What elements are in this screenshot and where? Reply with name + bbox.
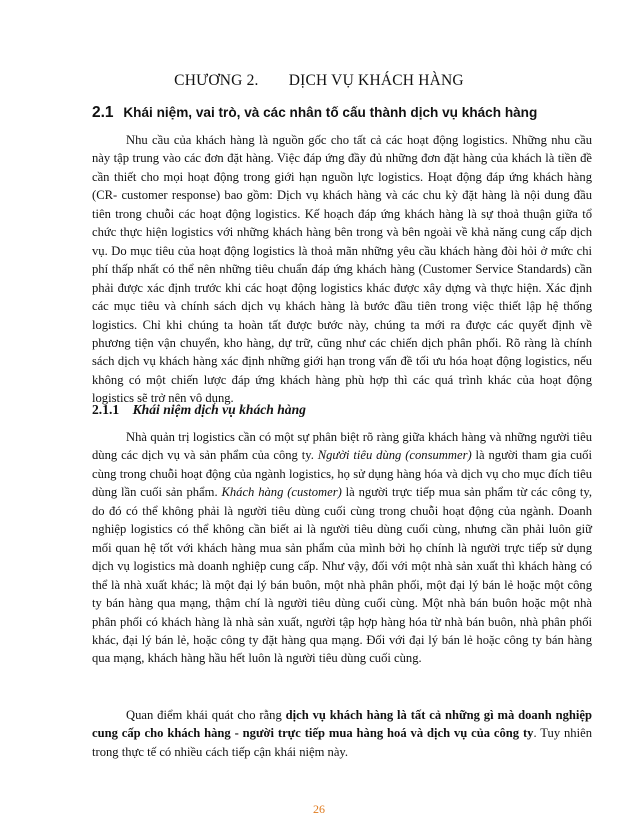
paragraph-definition [92, 428, 592, 668]
section-number: 2.1 [92, 104, 114, 121]
chapter-title: DỊCH VỤ KHÁCH HÀNG [288, 72, 464, 89]
subsection-title: Khái niệm dịch vụ khách hàng [132, 402, 306, 417]
paragraph-text: Nhà quản trị logistics cần có một sự phân biệt rõ ràng giữa khách hàng và những người tiêu dùng các dịch vụ và sản phẩm của công ty. [92, 430, 592, 463]
term-consumer: Người tiêu dùng (consummer) [317, 448, 472, 463]
definition-bold: dịch vụ khách hàng là tất cả những gì mà doanh nghiệp cung cấp cho khách hàng - người trực tiếp mua hàng hoá và dịch vụ của công ty [92, 708, 592, 741]
paragraph-general-view [92, 706, 592, 761]
term-customer: Khách hàng (customer) [221, 485, 342, 500]
chapter-heading [0, 72, 638, 90]
paragraph-text: là người tham gia cuối cùng trong chuỗi hoạt động của ngành logistics, họ sử dụng hàng hóa và dịch vụ cho mục đích tiêu dùng lần cuối sản phẩm. [92, 448, 592, 500]
paragraph-text: Quan điểm khái quát cho rằng [126, 708, 286, 722]
paragraph-text: . Tuy nhiên trong thực tế có nhiều cách tiếp cận khái niệm này. [92, 726, 592, 759]
section-heading [92, 104, 612, 122]
paragraph-text: là người trực tiếp mua sản phẩm từ các công ty, do đó có thể không phải là người tiêu dùng cuối cùng trong chuỗi hoạt động của ngành. Doanh nghiệp logistics có thể không cần biết ai là người tiêu dùng cuối cùng, nhưng cần phải luôn giữ mối quan hệ tốt với khách hàng mua sản phẩm của mình bởi họ chính là người trực tiếp sử dụng dịch vụ logistics mà doanh nghiệp cung cấp. Như vậy, đối với một nhà sản xuất thì khách hàng có thể là nhà xuất khác; là một đại lý bán buôn, một nhà phân phối, một đại lý bán lẻ hoặc một công ty bán hàng qua mạng, thậm chí là người tiêu dùng cuối cùng. Một nhà bán buôn hoặc một nhà phân phối có khách hàng là nhà sản xuất, người tập hợp hàng hóa từ nhà bán buôn, nhà phân phối khác, đại lý bán lẻ, hoặc công ty đặt hàng qua mạng. Đối với đại lý bán lẻ hoặc công ty bán hàng qua mạng, khách hàng hầu hết luôn là người tiêu dùng cuối cùng. [92, 485, 593, 666]
page-number: 26 [313, 802, 325, 816]
section-title: Khái niệm, vai trò, và các nhân tố cấu thành dịch vụ khách hàng [123, 105, 538, 120]
subsection-heading [92, 402, 592, 418]
chapter-number: CHƯƠNG 2. [174, 72, 259, 89]
subsection-number: 2.1.1 [92, 402, 120, 417]
paragraph-intro: Nhu cầu của khách hàng là nguồn gốc cho tất cả các hoạt động logistics. Những nhu cầu này tập trung vào các đơn đặt hàng. Việc đáp ứng đầy đủ những đơn đặt hàng của khách là tiền đề cần thiết cho mọi hoạt động trong giới hạn nguồn lực logistics. Hoạt động đáp ứng khách hàng (CR- customer response) bao gồm: Dịch vụ khách hàng và các chu kỳ đặt hàng là nội dung đầu tiên trong chuỗi các hoạt động logistics. Kế hoạch đáp ứng khách hàng là sự thoả thuận giữa tổ chức thực hiện logistics với những khách hàng bên trong và bên ngoài về khả năng cung cấp dịch vụ. Do mục tiêu của hoạt động logistics là thoả mãn những yêu cầu khách hàng đòi hỏi ở mức chi phí thấp nhất có thể nên những tiêu chuẩn đáp ứng khách hàng (Customer Service Standards) cần phải được xác định trước khi các hoạt động logistics khác được xây dựng và thực hiện. Xác định các mục tiêu và chính sách dịch vụ khách hàng là bước đầu tiên trong việc thiết lập hệ thống logistics. Chỉ khi chúng ta hoàn tất được bước này, chúng ta mới ra được các quyết định về phương tiện vận chuyển, kho hàng, dự trữ, cũng như các chiến dịch phân phối. Rõ ràng là chính sách dịch vụ khách hàng xác định những giới hạn trong vấn đề tối ưu hóa hoạt động logistics, nếu không có một chiến lược đáp ứng khách hàng phù hợp thì các quá trình khác của hoạt động logistics sẽ trở nên vô dụng. [92, 133, 592, 406]
